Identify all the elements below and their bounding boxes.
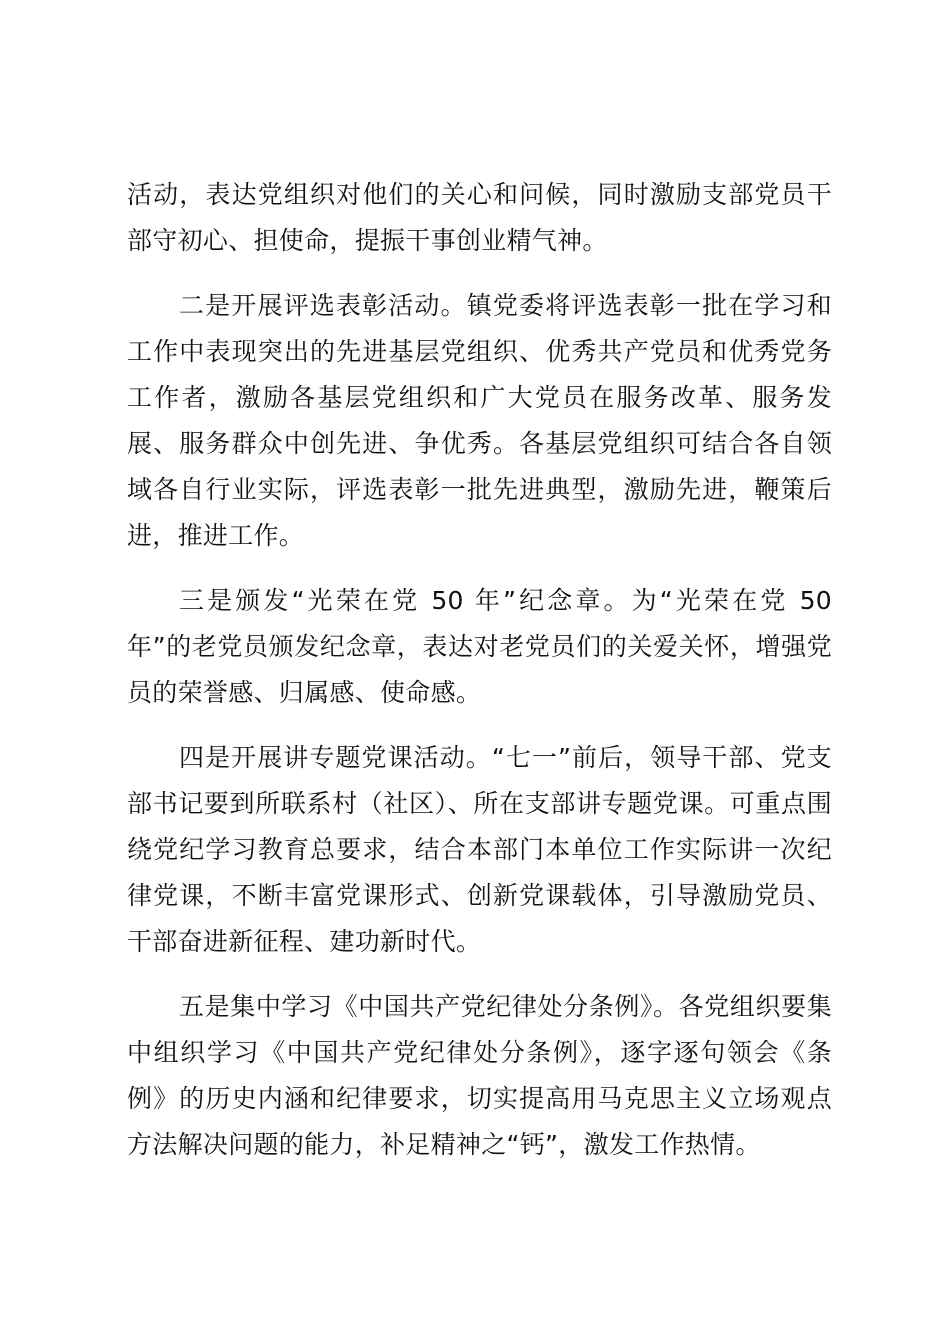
paragraph-commendation: 二是开展评选表彰活动。镇党委将评选表彰一批在学习和工作中表现突出的先进基层党组织、优秀共产党员和优秀党务工作者，激励各基层党组织和广大党员在服务改革、服务发展、服务群众中创先进、争优秀。各基层党组织可结合各自领域各自行业实际，评选表彰一批先进典型，激励先进，鞭策后进，推进工作。 [127, 291, 832, 550]
paragraph-medal: 三是颁发“光荣在党 50 年”纪念章。为“光荣在党 50 年”的老党员颁发纪念章，表达对老党员们的关爱关怀，增强党员的荣誉感、归属感、使命感。 [127, 586, 832, 707]
document-body [127, 172, 832, 1168]
paragraph-regulations-study: 五是集中学习《中国共产党纪律处分条例》。各党组织要集中组织学习《中国共产党纪律处分条例》，逐字逐句领会《条例》的历史内涵和纪律要求，切实提高用马克思主义立场观点方法解决问题的能力，补足精神之“钙”，激发工作热情。 [127, 992, 832, 1159]
paragraph-party-lecture: 四是开展讲专题党课活动。“七一”前后，领导干部、党支部书记要到所联系村（社区）、所在支部讲专题党课。可重点围绕党纪学习教育总要求，结合本部门本单位工作实际讲一次纪律党课，不断丰富党课形式、创新党课载体，引导激励党员、干部奋进新征程、建功新时代。 [127, 743, 832, 956]
paragraph-continuation: 活动，表达党组织对他们的关心和问候，同时激励支部党员干部守初心、担使命，提振干事创业精气神。 [127, 180, 832, 255]
